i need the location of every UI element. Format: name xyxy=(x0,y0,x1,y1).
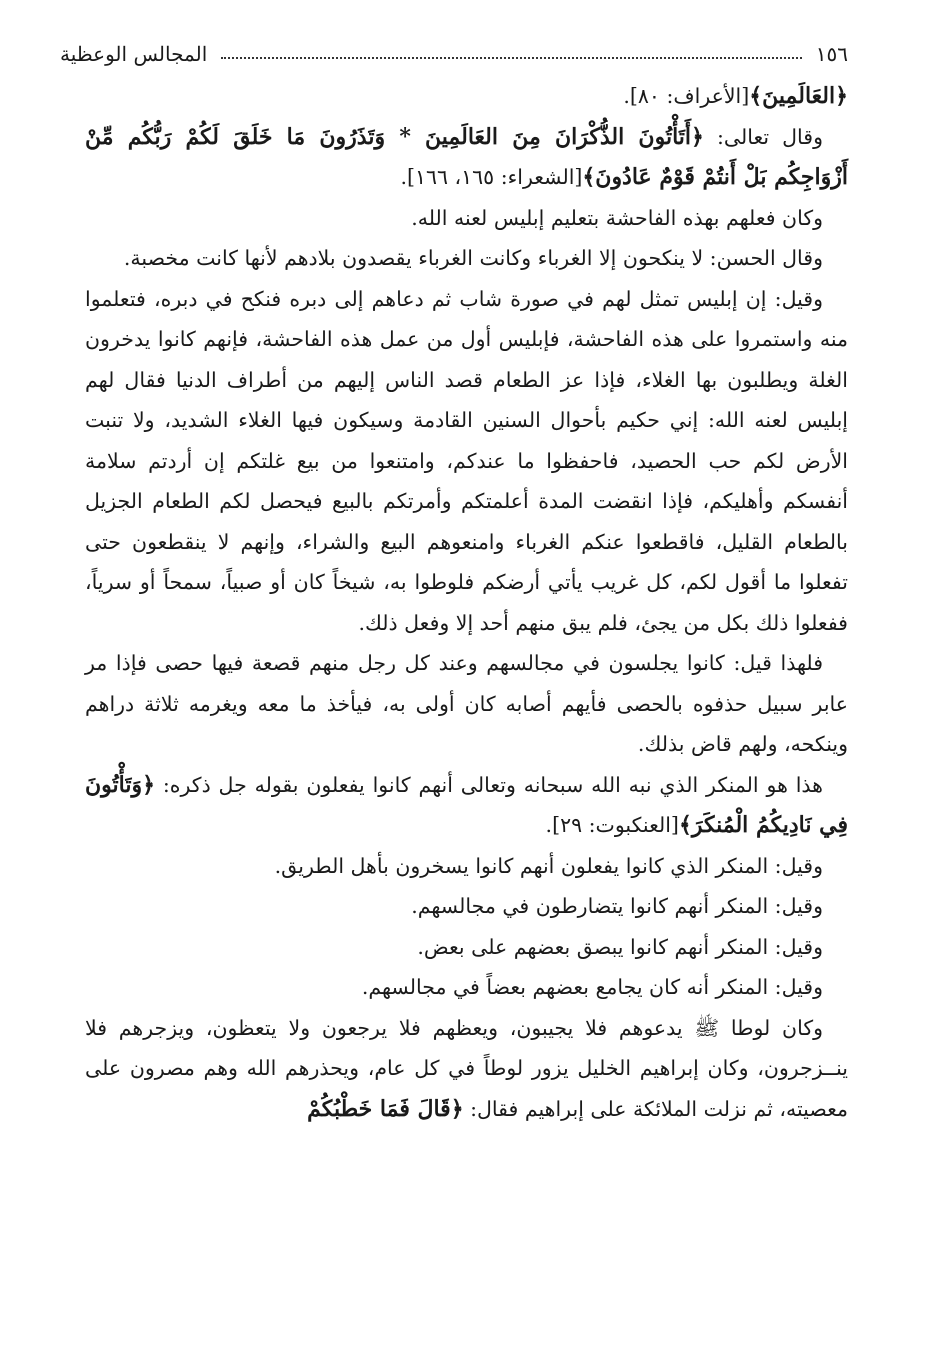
paragraph-iblis-story: وقيل: إن إبليس تمثل لهم في صورة شاب ثم دعاهم إلى دبره فنكح في دبره، فتعلموا منه واستمروا على هذه الفاحشة، فإبليس أول من عمل هذه الفاحشة، فإنهم كانوا يدخرون الغلة ويطلبون بها الغلاء، فإذا عز الطعام قصد الناس إليهم من أطراف الدنيا فقال لهم إبليس لعنه الله: إني حكيم بأحوال السنين القادمة وسيكون فيها الغلاء الشديد، ولا تنبت الأرض لكم حب الحصيد، فاحفظوا ما عندكم، وامتنعوا من بيع غلتكم إن أردتم سلامة أنفسكم وأهليكم، فإذا انقضت المدة أعلمتكم وأمرتكم بالبيع فيحصل لكم الطعام الجزيل بالطعام القليل، فاقطعوا عنكم الغرباء وامنعوهم البيع والشراء، وإنهم لا ينقطعون حتى تفعلوا ما أقول لكم، كل غريب يأتي أرضكم فلوطوا به، شيخاً كان أو صبياً، سمحاً أو سرياً، ففعلوا ذلك بكل من يجئ، فلم يبق منهم أحد إلا وفعل ذلك. xyxy=(85,286,848,635)
paragraph-munkar-opinion-4: وقيل: المنكر أنه كان يجامع بعضهم بعضاً في مجالسهم. xyxy=(361,975,823,999)
running-title: المجالس الوعظية xyxy=(60,42,208,66)
header-dotted-rule xyxy=(221,57,802,59)
quran-verse: ﴿أَتَأْتُونَ الذُّكْرَانَ مِنَ العَالَمِينَ * وَتَذَرُونَ مَا خَلَقَ لَكُمْ رَبُّكُم مِّنْ أَزْوَاجِكُم بَلْ أَنتُمْ قَوْمٌ عَادُونَ﴾ xyxy=(85,123,848,190)
paragraph-verse-end xyxy=(85,76,848,117)
paragraph-munkar-opinion-1: وقيل: المنكر الذي كانوا يفعلون أنهم كانوا يسخرون بأهل الطريق. xyxy=(274,853,823,878)
paragraph-stones: فلهذا قيل: كانوا يجلسون في مجالسهم وعند كل رجل منهم قصعة فيها حصى فإذا مر عابر سبيل حذفوه بالحصى فأيهم أصابه كان أولى به، فيأخذ ما معه ويغرمه ثلاثة دراهم وينكحه، ولهم قاض بذلك. xyxy=(85,651,848,756)
verse-reference: [الشعراء: ١٦٥، ١٦٦]. xyxy=(400,165,583,189)
paragraph-lead: وكان لوطا ﷺ يدعوهم فلا يجيبون، ويعظهم فلا يرجعون ولا يتعظون، ويزجرهم فلا ينــزجرون، وكان إبراهيم الخليل يزور لوطاً في كل عام، ويحذرهم الله وهم مصرون على معصيته، ثم نزلت الملائكة على إبراهيم فقال: xyxy=(85,1015,848,1121)
quran-verse: ﴿وَتَأْتُونَ فِي نَادِيكُمُ الْمُنكَرَ﴾ xyxy=(85,771,848,838)
paragraph-munkar xyxy=(85,765,848,846)
page-body xyxy=(85,76,848,1129)
verse-reference: [الأعراف: ٨٠]. xyxy=(623,84,750,108)
paragraph-lead: هذا هو المنكر الذي نبه الله سبحانه وتعالى أنهم كانوا يفعلون بقوله جل ذكره: xyxy=(155,772,823,797)
paragraph-shuara xyxy=(85,117,848,198)
page-number: ١٥٦ xyxy=(815,42,848,66)
page-header xyxy=(60,34,848,74)
paragraph-iblis-teaching: وكان فعلهم بهذه الفاحشة بتعليم إبليس لعنه الله. xyxy=(411,205,823,230)
verse-reference: [العنكبوت: ٢٩]. xyxy=(545,813,679,837)
paragraph-hasan: وقال الحسن: لا ينكحون إلا الغرباء وكانت الغرباء يقصدون بلادهم لأنها كانت مخصبة. xyxy=(123,246,823,270)
paragraph-munkar-opinion-3: وقيل: المنكر أنهم كانوا يبصق بعضهم على بعض. xyxy=(417,934,823,959)
paragraph-lut-preaching xyxy=(85,1008,848,1130)
paragraph-lead: وقال تعالى: xyxy=(703,124,823,149)
quran-verse: ﴿العَالَمِينَ﴾ xyxy=(749,83,848,109)
quran-verse: ﴿قَالَ فَمَا خَطْبُكُمْ xyxy=(307,1095,464,1122)
paragraph-munkar-opinion-2: وقيل: المنكر أنهم كانوا يتضارطون في مجالسهم. xyxy=(411,894,823,918)
